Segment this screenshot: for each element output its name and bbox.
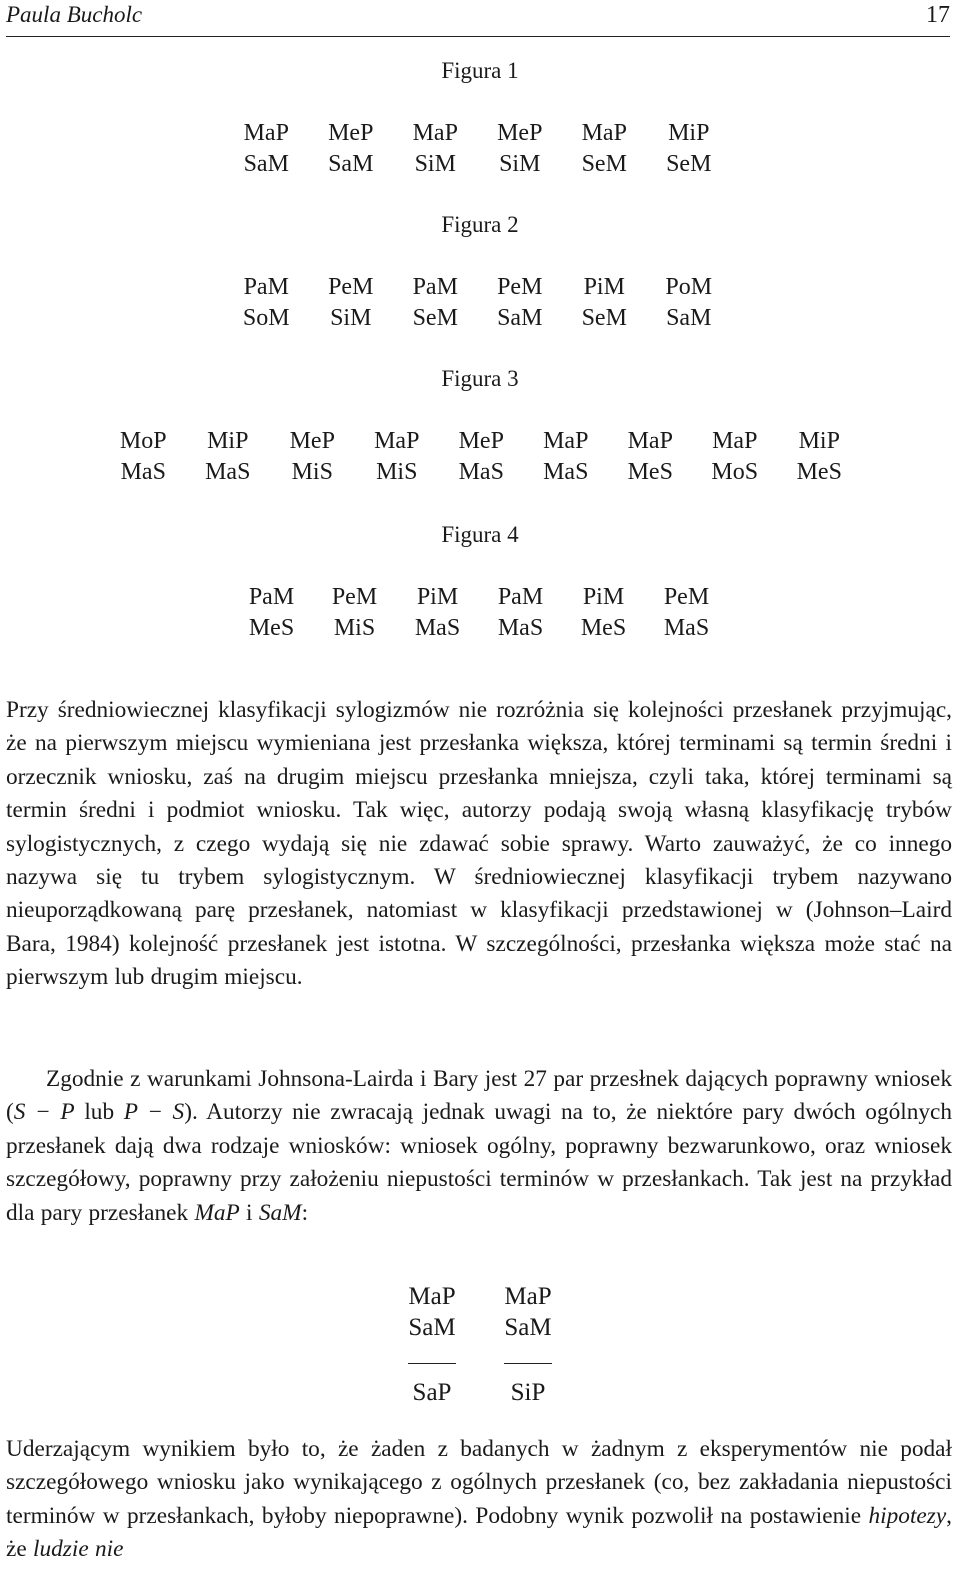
paragraph-text: Uderzającym wynikiem było to, że żaden z badanych w żadnym z eksperymentów nie podał szczegółowego wniosku jako wynikającego z ogólnych przesłanek (co, bez zakładania niepustości terminów w przesłankach, byłoby niepoprawne). Podobny wynik pozwolił na postawienie [6, 1436, 952, 1529]
syllogism-column [500, 1282, 556, 1409]
mood: MaP SaM [243, 120, 289, 177]
mood: PaM MaS [497, 584, 544, 641]
mood: PiM SeM [581, 274, 627, 331]
figure-4-moods [230, 582, 728, 644]
figure-4-title: Figura 4 [441, 522, 519, 547]
math-expression: P − S [123, 1099, 185, 1126]
mood: MeP MaS [458, 428, 504, 485]
running-head-author: Paula Bucholc [6, 2, 143, 27]
paragraph-text: , że [6, 1502, 952, 1563]
conclusion: SaP [412, 1379, 452, 1406]
figure-2-moods [224, 272, 731, 334]
mood: PiM MeS [580, 584, 627, 641]
conclusion: SiP [510, 1379, 546, 1406]
mood: MaP MoS [711, 428, 759, 485]
emphasized-text: hipotezy [868, 1502, 947, 1529]
premise-major: MaP [504, 1283, 552, 1310]
mood: PaM MeS [248, 584, 295, 641]
figure-1-title: Figura 1 [441, 58, 519, 83]
body-paragraph-2 [6, 1063, 952, 1230]
page-number: 17 [926, 2, 950, 28]
mood: MeP SaM [328, 120, 374, 177]
body-paragraph-1: Przy średniowiecznej klasyfikacji sylogizmów nie rozróżnia się kolejności przesłanek przyjmując, że na pierwszym miejscu wymieniana jest przesłanka większa, której terminami są termin średni i orzecznik wniosku, zaś na drugim miejscu przesłanka mniejsza, czyli taka, której terminami są termin średni i podmiot wniosku. Tak więc, autorzy podają swoją własną klasyfikację trybów sylogistycznych, z czego wydają się nie zdawać sobie sprawy. Warto zauważyć, że co innego nazywa się tu trybem sylogistycznym. W średniowiecznej klasyfikacji trybem nazywano nieuporządkowaną parę przesłanek, natomiast w klasyfikacji przedstawionej w (Johnson–Laird Bara, 1984) kolejność przesłanek jest istotna. W szczególności, przesłanka większa może stać na pierwszym lub drugim miejscu. [6, 697, 952, 991]
inference-line [504, 1363, 552, 1364]
math-expression: MaP [194, 1199, 240, 1226]
mood: PiM MaS [414, 584, 461, 641]
math-expression: S − P [13, 1099, 75, 1126]
mood: PeM MiS [331, 584, 378, 641]
mood: PoM SaM [665, 274, 713, 331]
figure-2-title: Figura 2 [441, 212, 519, 237]
mood: MiP MeS [796, 428, 842, 485]
syllogism-example [404, 1282, 556, 1409]
premise-minor: SaM [408, 1313, 456, 1341]
paragraph-text: lub [74, 1099, 124, 1126]
body-paragraph-3 [6, 1433, 952, 1567]
mood: PeM MaS [663, 584, 710, 641]
mood: MiP SeM [666, 120, 712, 177]
syllogism-column [404, 1282, 460, 1409]
mood: PeM SiM [328, 274, 374, 331]
premise-major: MaP [408, 1283, 456, 1310]
mood: MoP MaS [119, 428, 167, 485]
emphasized-text: ludzie nie [33, 1536, 124, 1563]
mood: MaP MeS [627, 428, 673, 485]
math-expression: SaM [258, 1199, 302, 1226]
figure-3-title: Figura 3 [441, 366, 519, 391]
mood: MeP SiM [497, 120, 543, 177]
figure-3-moods [101, 426, 862, 488]
paragraph-text: ). Autorzy nie zwracają jednak uwagi na to, że niektóre pary dwóch ogólnych przesłanek dają dwa rodzaje wniosków: wniosek ogólny, poprawny bezwarunkowo, oraz wniosek szczegółowy, poprawny przy założeniu niepustości terminów w przesłankach. Tak jest na przykład dla pary przesłanek [6, 1099, 953, 1226]
premise-minor: SaM [504, 1313, 552, 1341]
mood: PaM SeM [412, 274, 458, 331]
mood: MaP MiS [374, 428, 420, 485]
paragraph-text: i [239, 1199, 259, 1226]
paragraph-text: : [301, 1199, 309, 1226]
mood: MiP MaS [205, 428, 251, 485]
mood: MeP MiS [289, 428, 335, 485]
mood: MaP SiM [412, 120, 458, 177]
inference-line [408, 1363, 456, 1364]
page-header [6, 0, 950, 37]
mood: PeM SaM [497, 274, 543, 331]
mood: PaM SoM [242, 274, 290, 331]
mood: MaP MaS [543, 428, 589, 485]
paragraph-text: Zgodnie z warunkami Johnsona-Lairda i Bary jest 27 par przesłnek dających poprawny wniosek ( [6, 1066, 952, 1126]
figure-1-moods [224, 118, 731, 180]
mood: MaP SeM [581, 120, 627, 177]
